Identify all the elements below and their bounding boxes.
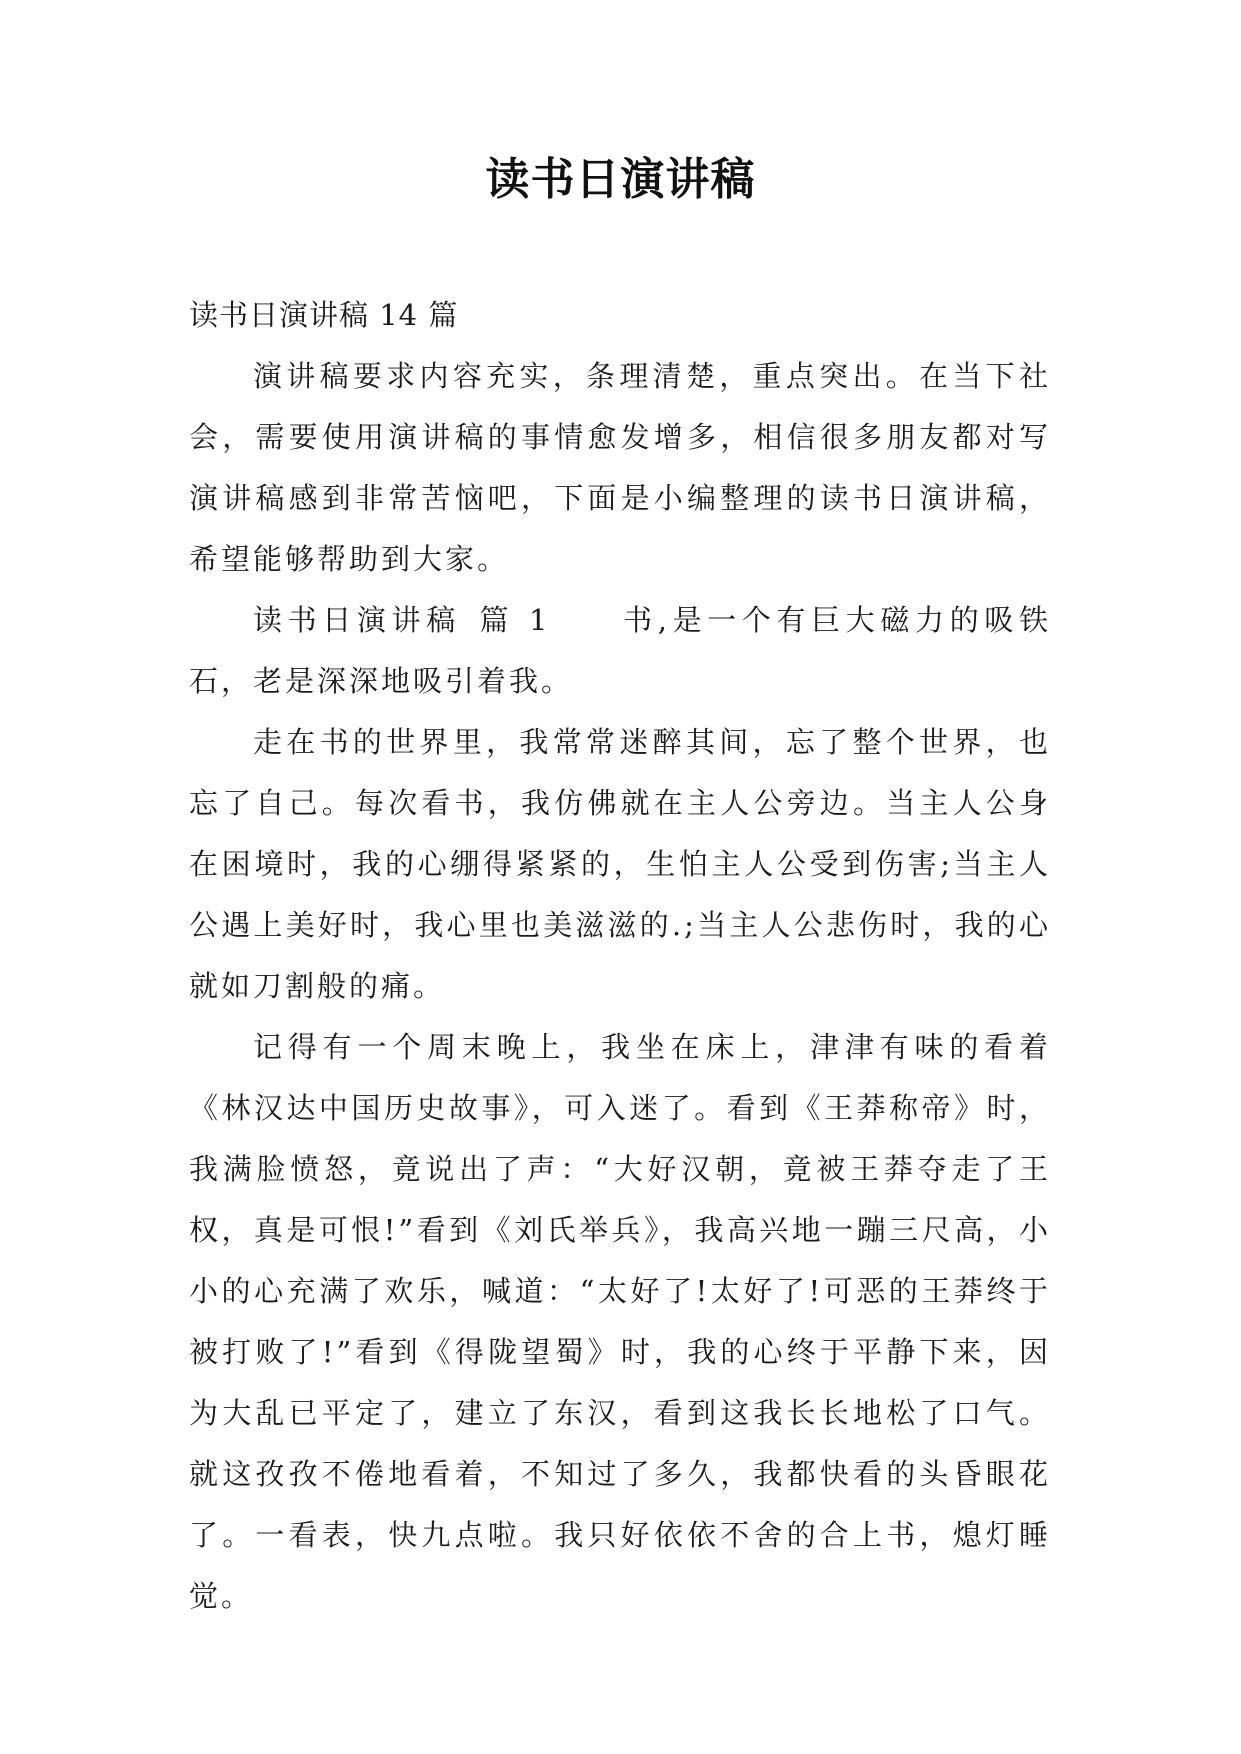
section-1-paragraph: [189, 590, 1051, 712]
body-paragraph: 走在书的世界里，我常常迷醉其间，忘了整个世界，也忘了自己。每次看书，我仿佛就在主人公旁边。当主人公身在困境时，我的心绷得紧紧的，生怕主人公受到伤害;当主人公遇上美好时，我心里也美滋滋的.;当主人公悲伤时，我的心就如刀割般的痛。: [189, 725, 1051, 1003]
document-title: 读书日演讲稿: [485, 154, 756, 205]
section-1-heading-title: 读书日演讲稿: [253, 603, 461, 637]
document-body: [189, 285, 1051, 1627]
section-1-first-paragraph: 书,是一个有巨大磁力的吸铁石，老是深深地吸引着我。: [189, 603, 1051, 698]
document-subtitle: 读书日演讲稿 14 篇: [189, 298, 459, 332]
intro-paragraph: 演讲稿要求内容充实，条理清楚，重点突出。在当下社会，需要使用演讲稿的事情愈发增多，相信很多朋友都对写演讲稿感到非常苦恼吧，下面是小编整理的读书日演讲稿，希望能够帮助到大家。: [189, 359, 1051, 576]
body-paragraph: 记得有一个周末晚上，我坐在床上，津津有味的看着《林汉达中国历史故事》，可入迷了。看到《王莽称帝》时，我满脸愤怒，竟说出了声：“大好汉朝，竟被王莽夺走了王权，真是可恨!”看到《刘氏举兵》，我高兴地一蹦三尺高，小小的心充满了欢乐，喊道：“太好了!太好了!可恶的王莽终于被打败了!”看到《得陇望蜀》时，我的心终于平静下来，因为大乱已平定了，建立了东汉，看到这我长长地松了口气。就这孜孜不倦地看着，不知过了多久，我都快看的头昏眼花了。一看表，快九点啦。我只好依依不舍的合上书，熄灯睡觉。: [189, 1030, 1051, 1613]
section-1-heading-label: 篇 1: [476, 603, 551, 637]
